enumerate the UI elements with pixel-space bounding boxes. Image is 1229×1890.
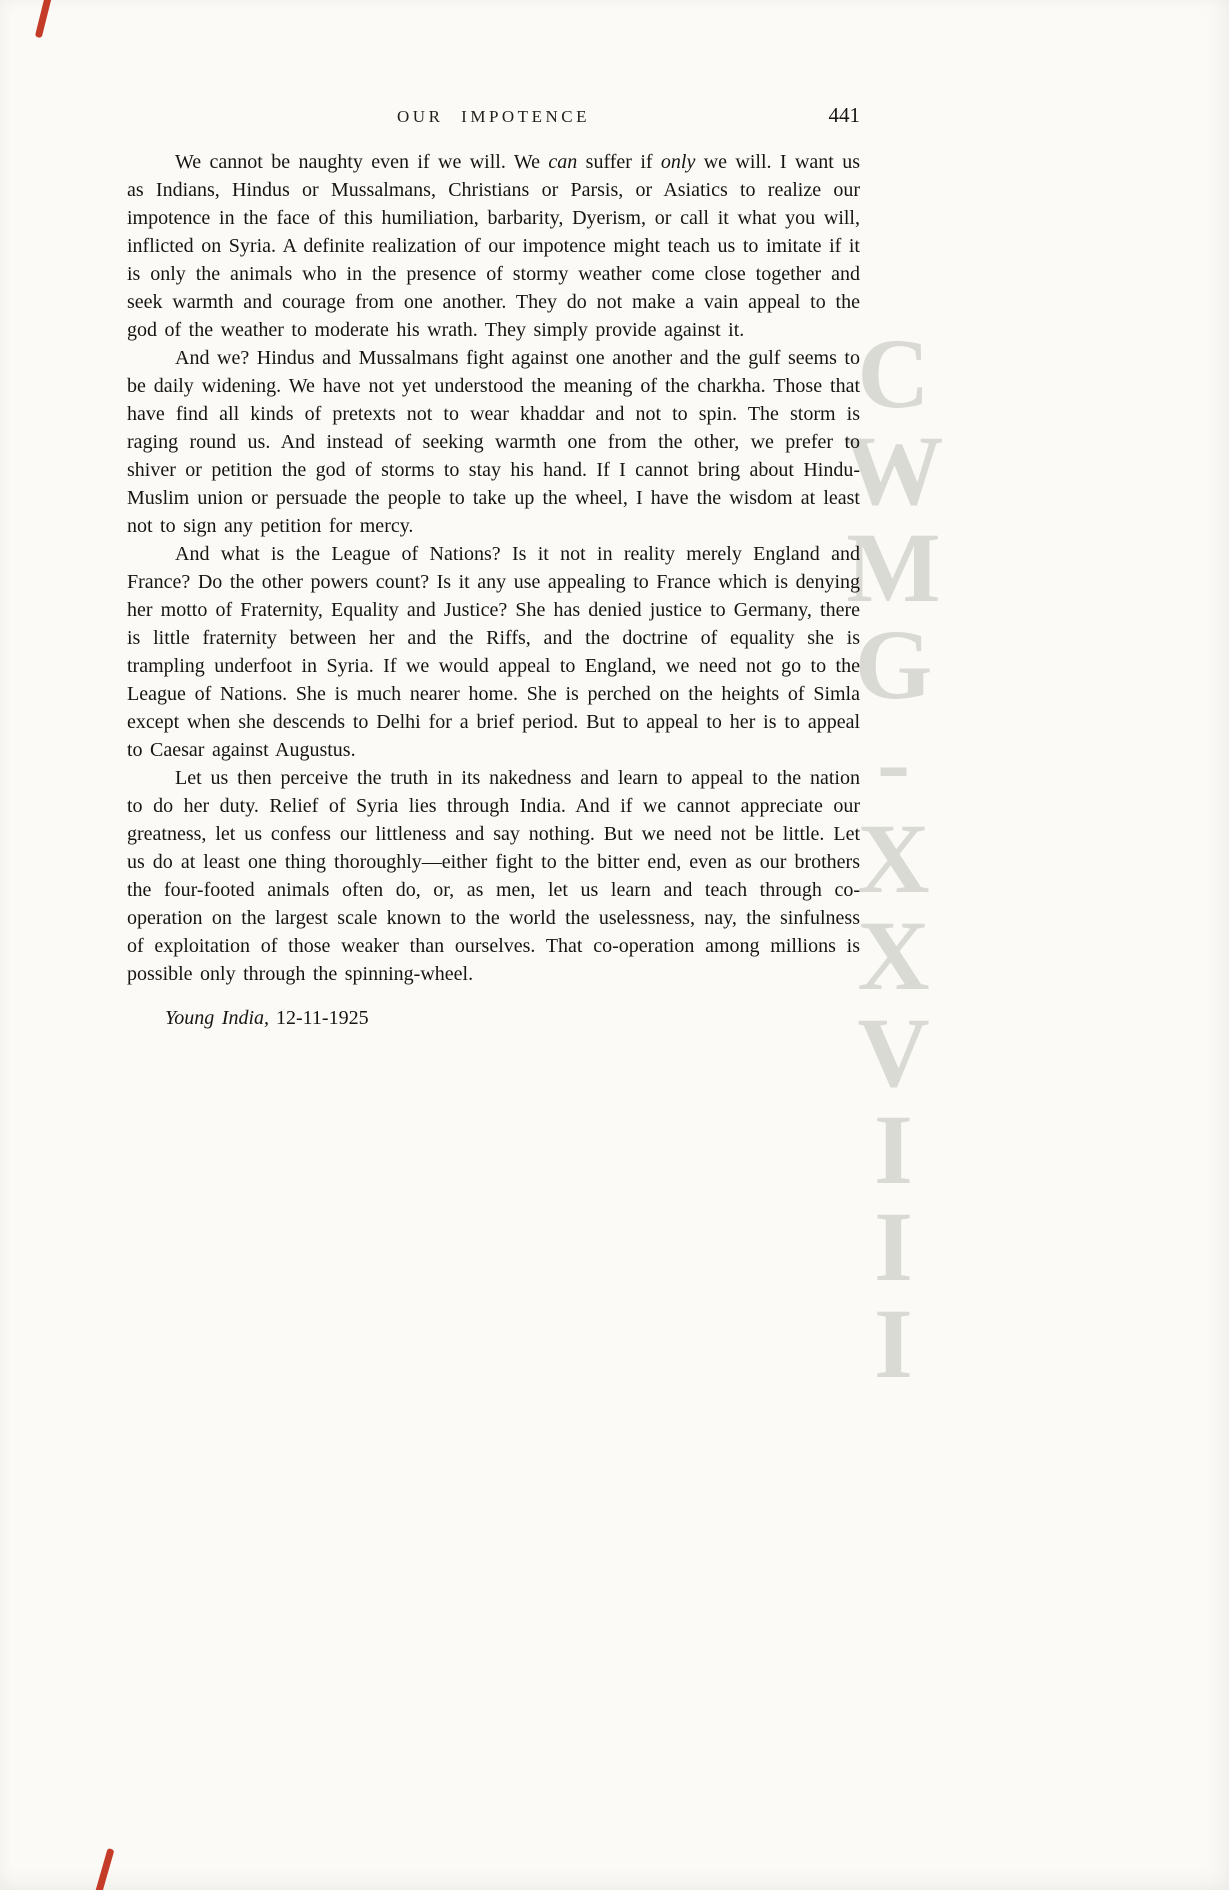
red-pen-mark-top	[35, 0, 52, 38]
page-number: 441	[828, 103, 860, 127]
volume-watermark: CWMG-XXVIII	[838, 318, 949, 1385]
italic-text: only	[660, 151, 696, 173]
citation-date: 12-11-1925	[276, 1007, 369, 1029]
citation-source: Young India,	[165, 1007, 270, 1029]
italic-text: can	[548, 151, 578, 173]
text-segment: And we? Hindus and Mussalmans fight against one another and the gulf seems to be daily widening. We have not yet understood the meaning of the charkha. Those that have find all kinds of pretexts not to wear khaddar and not to spin. The storm is raging round us. And instead of seeking warmth one from the other, we prefer to shiver or petition the god of storms to stay his hand. If I cannot bring about Hindu-Muslim union or persuade the people to take up the wheel, I have the wisdom at least not to sign any petition for mercy.	[127, 347, 860, 537]
paragraph	[127, 540, 860, 764]
paragraph	[127, 764, 860, 988]
citation	[127, 1004, 860, 1032]
running-title: OUR IMPOTENCE	[397, 107, 590, 126]
text-segment: And what is the League of Nations? Is it not in reality merely England and France? Do the other powers count? Is it any use appealing to France which is denying her motto of Fraternity, Equality and Justice? She has denied justice to Germany, there is little fraternity between her and the Riffs, and the doctrine of equality she is trampling underfoot in Syria. If we would appeal to England, we need not go to the League of Nations. She is much nearer home. She is perched on the heights of Simla except when she descends to Delhi for a brief period. But to appeal to her is to appeal to Caesar against Augustus.	[127, 543, 860, 761]
paragraph	[127, 148, 860, 344]
text-segment: suffer if	[577, 151, 661, 173]
body-text	[127, 148, 860, 1032]
page-header	[127, 103, 860, 137]
text-segment: We cannot be naughty even if we will. We	[175, 151, 549, 173]
paragraphs	[127, 148, 860, 988]
red-pen-mark-bottom	[95, 1848, 115, 1890]
text-segment: we will. I want us as Indians, Hindus or Mussalmans, Christians or Parsis, or Asiatics to realize our impotence in the face of this humiliation, barbarity, Dyerism, or call it what you will, inflicted on Syria. A definite realization of our impotence might teach us to imitate if it is only the animals who in the presence of stormy weather come close together and seek warmth and courage from one another. They do not make a vain appeal to the god of the weather to moderate his wrath. They simply provide against it.	[127, 151, 861, 341]
paragraph	[127, 344, 860, 540]
text-segment: Let us then perceive the truth in its nakedness and learn to appeal to the nation to do her duty. Relief of Syria lies through India. And if we cannot appreciate our greatness, let us confess our littleness and say nothing. But we need not be little. Let us do at least one thing thoroughly—either fight to the bitter end, even as our brothers the four-footed animals often do, or, as men, let us learn and teach through co-operation on the largest scale known to the world the uselessness, nay, the sinfulness of exploitation of those weaker than ourselves. That co-operation among millions is possible only through the spinning-wheel.	[127, 767, 860, 985]
